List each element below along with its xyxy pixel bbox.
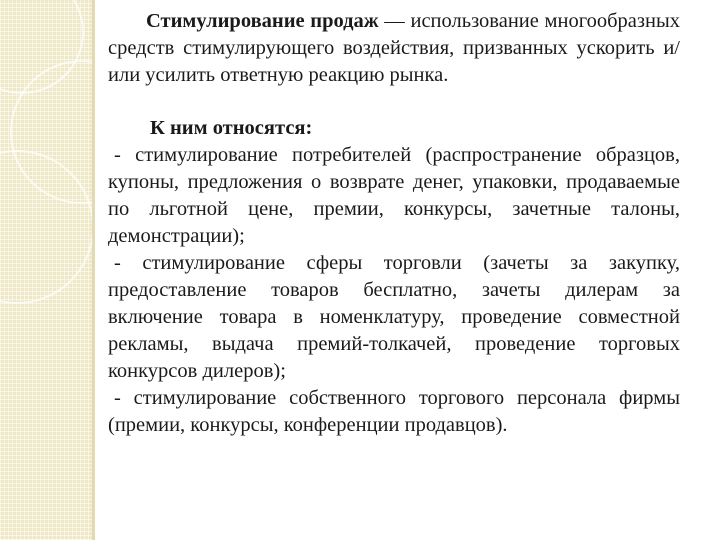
definition-term: Стимулирование продаж: [146, 10, 379, 32]
list-item: - стимулирование сферы торговли (зачеты за закупку, предоставление товаров бесплатно, зачеты дилерам за включение товара в номенклатуру, проведение совместной рекламы, выдача премий-толкачей, проведение торговых конкурсов дилеров);: [108, 252, 680, 382]
side-strip-edge: [92, 0, 95, 540]
list-item: - стимулирование собственного торгового персонала фирмы (премии, конкурсы, конференции продавцов).: [108, 387, 680, 436]
list-heading: К ним относятся:: [150, 117, 313, 139]
definition-paragraph: [108, 8, 680, 89]
paragraph-spacer: [108, 89, 680, 115]
slide-text: [108, 8, 680, 439]
list-item: - стимулирование потребителей (распространение образцов, купоны, предложения о возврате денег, упаковки, продаваемые по льготной цене, премии, конкурсы, зачетные талоны, демонстрации);: [108, 144, 680, 247]
definition-dash: —: [378, 10, 411, 32]
definition-text: использование многообразных средств стимулирующего воздействия, призванных ускорить и/или усилить ответную реакцию рынка.: [108, 10, 680, 86]
decorative-side-strip: [0, 0, 92, 540]
